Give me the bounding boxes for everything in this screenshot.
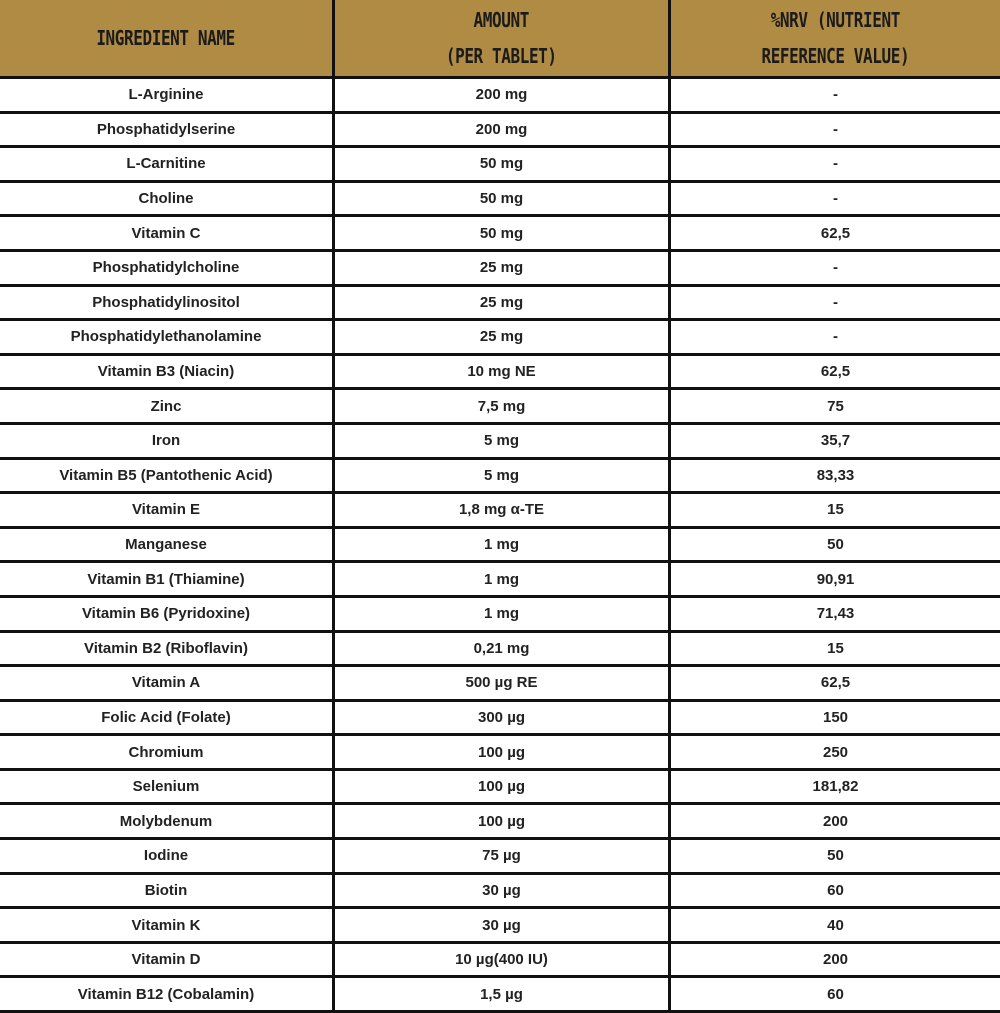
amount-cell: 100 µg: [335, 805, 671, 837]
table-row: [0, 702, 1000, 737]
amount-cell: 50 mg: [335, 148, 671, 180]
nrv-cell: 83,33: [816, 466, 855, 484]
amount-cell: 25 mg: [335, 287, 671, 319]
table-row: [0, 771, 1000, 806]
ingredient-cell: Folic Acid (Folate): [0, 702, 335, 734]
ingredient-cell: Vitamin B12 (Cobalamin): [0, 978, 335, 1010]
ingredient-cell: Vitamin K: [0, 909, 335, 941]
nrv-cell: 62,5: [820, 363, 851, 381]
nrv-cell: 35,7: [820, 432, 851, 450]
header-amount: [335, 0, 671, 76]
ingredient-cell: Selenium: [0, 771, 335, 803]
ingredient-cell: Molybdenum: [0, 805, 335, 837]
table-row: [0, 667, 1000, 702]
table-header: [0, 0, 1000, 76]
nrv-cell: -: [833, 259, 838, 277]
nrv-cell: 50: [827, 847, 844, 865]
table-body: [0, 76, 1000, 1013]
ingredient-cell: Vitamin B2 (Riboflavin): [0, 633, 335, 665]
table-row: [0, 79, 1000, 114]
amount-cell: 50 mg: [335, 217, 671, 249]
nrv-cell: 200: [822, 812, 849, 830]
amount-cell: 1 mg: [335, 598, 671, 630]
header-ingredient-name: [0, 0, 335, 76]
table-row: [0, 840, 1000, 875]
amount-cell: 1 mg: [335, 563, 671, 595]
table-row: [0, 252, 1000, 287]
nrv-cell: 60: [827, 985, 844, 1003]
table-row: [0, 148, 1000, 183]
amount-cell: 30 µg: [335, 909, 671, 941]
header-label: %NRV (NUTRIENT REFERENCE VALUE): [761, 8, 910, 68]
ingredient-cell: Vitamin E: [0, 494, 335, 526]
amount-cell: 200 mg: [335, 114, 671, 146]
amount-cell: 50 mg: [335, 183, 671, 215]
amount-cell: 5 mg: [335, 460, 671, 492]
amount-cell: 100 µg: [335, 736, 671, 768]
amount-cell: 10 mg NE: [335, 356, 671, 388]
table-row: [0, 909, 1000, 944]
amount-cell: 75 µg: [335, 840, 671, 872]
nrv-cell: -: [833, 120, 838, 138]
ingredient-cell: Iodine: [0, 840, 335, 872]
header-nrv: [671, 0, 1000, 76]
table-row: [0, 875, 1000, 910]
ingredient-cell: Chromium: [0, 736, 335, 768]
table-row: [0, 529, 1000, 564]
nrv-cell: 50: [827, 536, 844, 554]
table-row: [0, 217, 1000, 252]
ingredient-cell: Vitamin B3 (Niacin): [0, 356, 335, 388]
amount-cell: 500 µg RE: [335, 667, 671, 699]
amount-cell: 25 mg: [335, 321, 671, 353]
nrv-cell: -: [833, 86, 838, 104]
amount-cell: 1,8 mg α-TE: [335, 494, 671, 526]
amount-cell: 100 µg: [335, 771, 671, 803]
table-row: [0, 321, 1000, 356]
table-row: [0, 598, 1000, 633]
nrv-cell: 40: [827, 916, 844, 934]
ingredient-cell: L-Arginine: [0, 79, 335, 111]
amount-cell: 7,5 mg: [335, 390, 671, 422]
ingredient-cell: Phosphatidylcholine: [0, 252, 335, 284]
ingredient-cell: Vitamin B1 (Thiamine): [0, 563, 335, 595]
nrv-cell: -: [833, 293, 838, 311]
ingredient-cell: Phosphatidylethanolamine: [0, 321, 335, 353]
nrv-cell: 62,5: [820, 224, 851, 242]
header-label: AMOUNT (PER TABLET): [446, 8, 557, 68]
header-label: INGREDIENT NAME: [96, 26, 236, 50]
ingredient-cell: Vitamin B5 (Pantothenic Acid): [0, 460, 335, 492]
ingredient-cell: Iron: [0, 425, 335, 457]
table-row: [0, 633, 1000, 668]
ingredient-cell: L-Carnitine: [0, 148, 335, 180]
table-row: [0, 944, 1000, 979]
ingredient-cell: Manganese: [0, 529, 335, 561]
nrv-cell: 71,43: [816, 605, 855, 623]
table-row: [0, 978, 1000, 1013]
table-row: [0, 114, 1000, 149]
amount-cell: 10 µg(400 IU): [335, 944, 671, 976]
nrv-cell: 150: [822, 708, 849, 726]
amount-cell: 25 mg: [335, 252, 671, 284]
ingredient-cell: Zinc: [0, 390, 335, 422]
ingredient-cell: Vitamin B6 (Pyridoxine): [0, 598, 335, 630]
ingredient-cell: Phosphatidylserine: [0, 114, 335, 146]
nrv-cell: 90,91: [816, 570, 855, 588]
table-row: [0, 563, 1000, 598]
table-row: [0, 356, 1000, 391]
amount-cell: 5 mg: [335, 425, 671, 457]
table-row: [0, 460, 1000, 495]
ingredient-cell: Choline: [0, 183, 335, 215]
ingredient-cell: Biotin: [0, 875, 335, 907]
table-row: [0, 736, 1000, 771]
table-row: [0, 425, 1000, 460]
nrv-cell: 250: [822, 743, 849, 761]
nrv-cell: 60: [827, 881, 844, 899]
amount-cell: 200 mg: [335, 79, 671, 111]
amount-cell: 0,21 mg: [335, 633, 671, 665]
nrv-cell: -: [833, 328, 838, 346]
nrv-cell: 15: [827, 501, 844, 519]
amount-cell: 300 µg: [335, 702, 671, 734]
nrv-cell: 62,5: [820, 674, 851, 692]
amount-cell: 1 mg: [335, 529, 671, 561]
ingredient-cell: Vitamin A: [0, 667, 335, 699]
table-row: [0, 183, 1000, 218]
ingredient-cell: Vitamin C: [0, 217, 335, 249]
nrv-cell: -: [833, 190, 838, 208]
table-row: [0, 494, 1000, 529]
nrv-cell: 15: [827, 639, 844, 657]
ingredient-cell: Vitamin D: [0, 944, 335, 976]
nrv-cell: 200: [822, 951, 849, 969]
table-row: [0, 805, 1000, 840]
nrv-cell: -: [833, 155, 838, 173]
amount-cell: 1,5 µg: [335, 978, 671, 1010]
table-row: [0, 287, 1000, 322]
nrv-cell: 75: [827, 397, 844, 415]
amount-cell: 30 µg: [335, 875, 671, 907]
nrv-cell: 181,82: [812, 778, 859, 796]
ingredient-cell: Phosphatidylinositol: [0, 287, 335, 319]
table-row: [0, 390, 1000, 425]
